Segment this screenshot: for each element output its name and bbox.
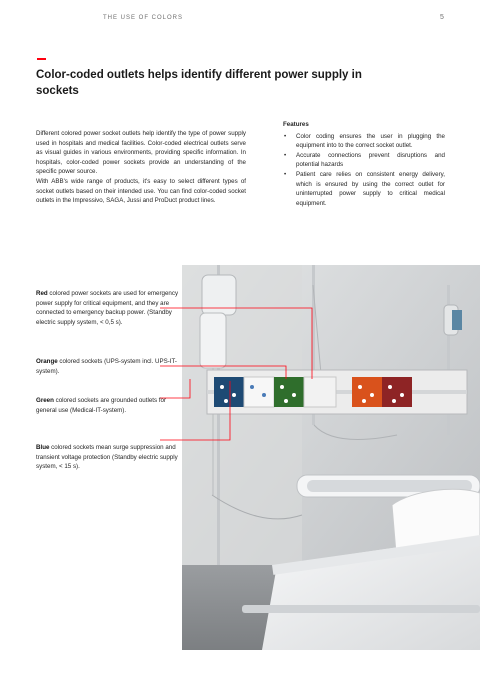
feature-item: • Accurate connections prevent disruptions and potential hazards [283,151,445,170]
page-title: Color-coded outlets helps identify different power supply in sockets [36,69,362,97]
callout-orange-keyword: Orange [36,358,58,365]
green-socket [274,377,304,407]
feature-item: • Patient care relies on consistent energy delivery, which is ensured by using the correct outlet for uninterrupted power supply to critical medical equipment. [283,170,445,208]
callout-red-text: colored power sockets are used for emergency power supply for critical equipment, and they are connected to emergency backup power. (Standby electric supply system, < 0,5 s). [36,290,179,326]
callout-red-keyword: Red [36,290,48,297]
hospital-room-photo [182,265,480,650]
callout-blue-keyword: Blue [36,444,50,451]
page-number: 5 [440,14,444,21]
features-list [283,132,445,209]
callout-green-text: colored sockets are grounded outlets for general use (Medical-IT-system). [36,397,167,414]
callout-orange-text: colored sockets (UPS-system incl. UPS-IT-system). [36,358,177,375]
header-section-label: THE USE OF COLORS [103,15,184,21]
white-socket [244,377,274,407]
intro-text [36,129,246,206]
intro-paragraph-1: Different colored power socket outlets help identify the type of power supply used in hospitals and medical facilities. Color-coded electrical outlets serve as visual guides in various environments, providing specific information. In hospitals, color-coded power sockets provide an understanding of the specific power source. [36,130,246,176]
callout-orange [36,357,181,376]
red-socket [382,377,412,407]
orange-socket [352,377,382,407]
title-accent-bar [37,58,46,60]
blue-socket [214,377,244,407]
callout-blue-text: colored sockets mean surge suppression and transient voltage protection (Standby electric supply system, < 15 s). [36,444,178,471]
intro-paragraph-2: With ABB's wide range of products, it's easy to select different types of socket outlets based on their intended use. You can find color-coded socket outlets in the Impressivo, SAGA, Jussi and ProDuct product lines. [36,177,246,205]
features-heading: Features [283,121,309,128]
features-block [283,120,445,208]
callout-green-keyword: Green [36,397,54,404]
callout-green [36,396,181,415]
feature-item: • Color coding ensures the user in plugging the equipment into to the correct socket outlet. [283,132,445,151]
callout-blue [36,443,181,472]
callout-red [36,289,181,327]
hospital-room-illustration [182,265,480,650]
